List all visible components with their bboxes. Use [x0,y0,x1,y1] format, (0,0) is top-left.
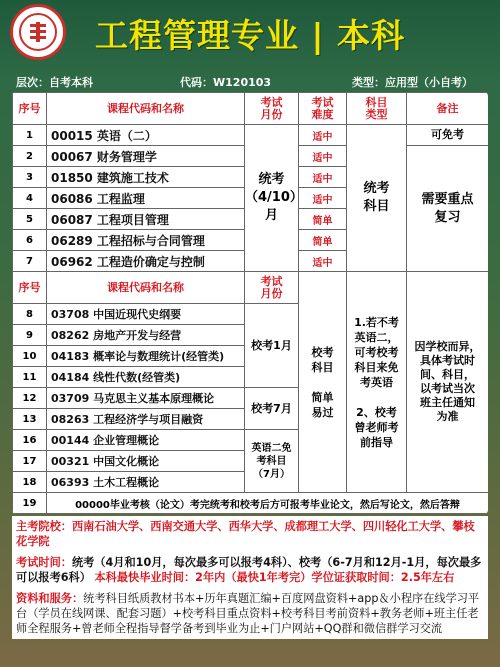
row-no: 13 [13,409,47,430]
row-no: 19 [13,493,47,514]
row-no: 8 [13,304,47,325]
time-paragraph [12,552,488,588]
school-category: 1.若不考 英语二， 可考校考 科目来免 考英语 2、校考 曾老师考 前指导 [347,272,407,493]
row-no: 7 [13,251,47,272]
row-no: 10 [13,346,47,367]
school-month-a: 校考1月 [245,304,299,388]
difficulty: 适中 [299,167,347,188]
service-label: 资料和服务： [16,592,84,605]
row-no: 11 [13,367,47,388]
header2-month: 考试 月份 [245,272,299,304]
type-label: 类型：应用型（小自考） [352,76,473,89]
header-month: 考试 月份 [245,93,299,125]
difficulty: 适中 [299,125,347,146]
course-name: 04183 概率论与数理统计(经管类) [47,346,245,367]
time-text: 统考（4月和10月，每次最多可以报考4科）、校考（6-7月和12月-1月，每次最多可以报考6科） [16,556,482,584]
school-note: 因学校而异， 具体考试时 间、科目， 以考试当次 班主任通知 为准 [407,272,489,493]
time-label: 考试时间： [16,556,72,569]
header-course: 课程代码和名称 [47,93,245,125]
course-name: 00144 企业管理概论 [47,430,245,451]
difficulty: 简单 [299,209,347,230]
row-no: 5 [13,209,47,230]
thesis-row [13,493,489,514]
course-name: 00321 中国文化概论 [47,451,245,472]
row-no: 3 [13,167,47,188]
schools-label: 主考院校： [16,520,72,533]
unified-month: 统考 （4/10） 月 [245,125,299,272]
row-no: 4 [13,188,47,209]
row-no: 9 [13,325,47,346]
table-header-2 [13,272,489,304]
header-difficulty: 考试 难度 [299,93,347,125]
header-category: 科目 类型 [347,93,407,125]
code-label: 代码：W120103 [180,76,272,89]
course-table [12,92,488,514]
difficulty: 适中 [299,251,347,272]
level-label: 层次：自考本科 [16,76,93,89]
unified-note: 需要重点 复习 [407,146,489,272]
header [0,0,500,70]
difficulty: 适中 [299,188,347,209]
row-no: 12 [13,388,47,409]
course-name: 06087 工程项目管理 [47,209,245,230]
course-name: 03709 马克思主义基本原理概论 [47,388,245,409]
course-name: 06393 土木工程概论 [47,472,245,493]
course-name: 08262 房地产开发与经营 [47,325,245,346]
difficulty: 适中 [299,146,347,167]
unified-category: 统考 科目 [347,125,407,272]
course-name: 06962 工程造价确定与控制 [47,251,245,272]
table-row [13,125,489,146]
header2-course: 课程代码和名称 [47,272,245,304]
course-name: 01850 建筑施工技术 [47,167,245,188]
school-difficulty: 校考 科目 简单 易过 [299,272,347,493]
footer-notes [12,516,488,639]
row-no: 6 [13,230,47,251]
row-no: 2 [13,146,47,167]
service-text: 统考科目纸质教材书本+历年真题汇编+百度网盘资料+app＆小程序在线学习平台（学员在线网课、配套习题）+校考科目重点资料+校考科目考前资料+教务老师+班主任老师全程服务+曾老师全程指导督学备考到毕业为止+门户网站+QQ群和微信群学习交流 [16,592,480,635]
row-note: 可免考 [407,125,489,146]
header-no: 序号 [13,93,47,125]
header2-no: 序号 [13,272,47,304]
fast-text: 本科最快毕业时间：2年内（最快1年考完）学位证获取时间：2.5年左右 [94,571,455,584]
service-paragraph [12,588,488,639]
thesis-text: 00000毕业考核（论文）考完统考和校考后方可报考毕业论文，然后写论文，然后答辩 [47,493,489,514]
course-name: 03708 中国近现代史纲要 [47,304,245,325]
course-name: 00067 财务管理学 [47,146,245,167]
difficulty: 简单 [299,230,347,251]
table-header [13,93,489,125]
schools-paragraph [12,516,488,552]
course-name: 08263 工程经济学与项目融资 [47,409,245,430]
school-month-b: 校考7月 [245,388,299,430]
row-no: 17 [13,451,47,472]
school-month-c: 英语二免 考科目 （7月） [245,430,299,493]
schools-text: 西南石油大学、西南交通大学、西华大学、成都理工大学、四川轻化工大学、攀枝花学院 [16,520,475,548]
course-name: 06289 工程招标与合同管理 [47,230,245,251]
row-no: 18 [13,472,47,493]
course-name: 04184 线性代数(经管类) [47,367,245,388]
page-title: 工程管理专业 | 本科 [94,16,406,55]
row-no: 16 [13,430,47,451]
info-bar [0,72,500,90]
course-name: 06086 工程监理 [47,188,245,209]
row-no: 1 [13,125,47,146]
course-name: 00015 英语（二） [47,125,245,146]
header-note: 备注 [407,93,489,125]
